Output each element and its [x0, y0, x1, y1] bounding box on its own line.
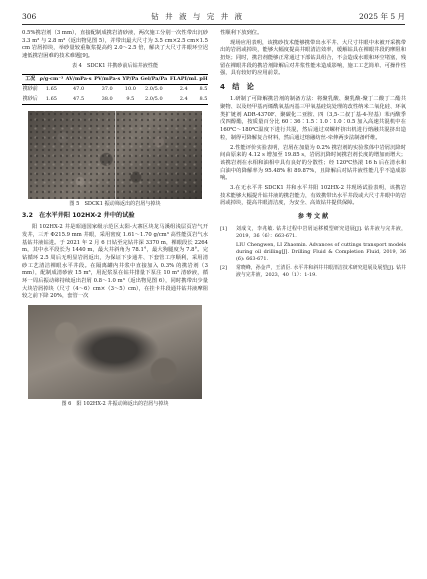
table-cell: 47.0	[73, 86, 85, 93]
table-cell: 2.0/5.0	[145, 86, 163, 93]
table-header-cell: Gel/Pa/Pa	[140, 76, 168, 83]
photo-panel-left	[28, 111, 116, 199]
reference-text: 常晓峰，孙金声，王清臣. 水平井和斜井井眼清洁技术研究进展及展望[J]. 钻井液与完井液，2023，40（1）：1-19.	[236, 265, 406, 279]
table-cell: 8.5	[199, 95, 208, 102]
reference-item	[220, 242, 406, 263]
table-header-cell: PV/mPa·s	[94, 76, 121, 83]
paragraph: 现场应用表明，该携砂技术能够携带出水平井、大尺寸井眼中未被开采携带出的岩屑或掉块，能够大幅度提高井眼清洁效率，缓解钻具在裸眼井段的摩阻和扭矩；同时，携岩剂能够正常通过下部钻具组合，不会造成水眼和环空堵塞，残留在裸眼井段的携岩剂降解后对井浆性能未造成影响，施工工艺简单、可操作性强，具有较好的应用前景。	[220, 39, 406, 77]
table-header-cell: ρ/g·cm⁻³	[39, 76, 64, 83]
issue-date: 2025 年 5 月	[358, 11, 405, 21]
table-row	[22, 95, 208, 105]
paragraph: 性顺利下放到位。	[220, 30, 263, 36]
conclusion-item: 2.性能评价实验表明，岩屑在加量为 0.2% 携岩剂的实验浆体中岩屑沉降时间由原来的 4.12 s 增加至 19.85 s，岩屑沉降时间携岩剂长度的增加而增大；该携岩剂在水相和油相中具有良好的分散性；经 120℃热滚 16 h 后在清水和白油中的降解率为 95.48% 和 89.87%，且降解后对钻井液性能几乎不造成影响。	[220, 144, 406, 182]
table-cell: 8.5	[199, 86, 208, 93]
table-caption: 表 4 SDCK1 井携砂前后钻井液性能	[71, 62, 159, 69]
table-header-cell: pH	[199, 76, 208, 83]
page-number: 306	[22, 11, 37, 21]
table-header-cell: 工况	[25, 76, 36, 83]
photo-panel-right	[115, 111, 202, 199]
table-header-cell: YP/Pa	[122, 76, 139, 83]
cuttings-photo-fig6	[28, 305, 202, 399]
reference-number: [1]	[220, 225, 227, 232]
paragraph: 阳 102HX-2 井是昭通国家级示范区太阳-大寨区块龙马溪组浅层页岩气开发井，三开 Φ215.9 mm 井眼，采用密度 1.61～1.70 g/cm³ 高性能页岩气水基钻井液钻进。于 2021 年 2 月 6 日钻至完钻井深 3370 m，裸眼段长 2264 m，其中水平段长为 1440 m，最大井斜角为 78.1°，最大狗腿度为 7.8°。完钻循环 2.5 周后无明显岩屑返出，为保证下步通井、下套管工序顺利，采用清砂工艺清洁裸眼水平井段。在隔离罐内井浆中直接加入 0.3% 的携岩剂（3 mm），配制成清砂液 15 m³，用泥浆泵在钻井排量下泵注 10 m³ 清砂液，循环一周后振动筛持续返出岩屑 0.8～1.0 m³（返出物见图 6），同时携带出少量大块岩屑掉块（尺寸（4～6）cm×（3～5）cm），在挂卡井段通井钻井液摩阻较之前下降 20%，套管一次	[22, 224, 208, 300]
table-cell: 2.4	[179, 95, 188, 102]
table-cell: 10.0	[124, 86, 136, 93]
reference-item	[220, 226, 406, 240]
paragraph: 0.5%携岩剂（3 mm），直接配制成携岩清砂液，两次施工分别一次性带出沉砂 3.3 m³ 与 2.8 m³（返出物见图 5），并带出最大尺寸为 3.5 cm×2.5 cm×1.5 cm 岩屑掉块，举砂量较重瓶浆提高约 2.0～2.5 倍，解决了大尺寸井眼环空迟速低携岩困难的技术难题[9]。	[22, 30, 208, 60]
right-column	[220, 30, 406, 281]
figure-caption: 图 6 阳 102HX-2 井振动筛返出的岩屑与掉块	[61, 400, 169, 407]
table-cell: 2.4	[179, 86, 188, 93]
page-header	[22, 8, 405, 25]
cuttings-photo-fig5	[28, 111, 202, 199]
reference-text: LIU Chengwen, LI Zhaomin. Advances of cuttings transport models during oil drilling[J]. Drilling Fluid & Completion Fluid, 2019, 36 (6): 663-671.	[236, 241, 406, 262]
conclusion-item: 1.研制了可降解携岩剂的制备方法：将聚乳酸、聚乳酸-聚丁二酸丁二酯共聚物、以及经甲基丙烯酰氧基丙基三甲氧基硅烷处理的改性纳米二氧化硅、环氧类扩链剂 ADR-4370F、聚碳化二亚胺、四（3,5-二叔丁基-4-羟基）苯丙酸季戊四醇酯，按质量百分比 60∶36∶1.5∶1.0∶1.0∶0.5 加入高速共混机中在 160℃～180℃温度下进行共混，然后通过双螺杆挤出机进行熔融共混挤出造粒，制得可降解复合材料，然后通过熔融纺丝-牵伸两步法制备纤维。	[220, 96, 406, 141]
fluid-properties-table	[22, 74, 208, 105]
reference-item	[220, 265, 406, 279]
table-cell: 9.5	[126, 95, 135, 102]
table-cell: 2.0/5.0	[145, 95, 163, 102]
table-cell: 1.65	[45, 95, 57, 102]
journal-title: 钻 井 液 与 完 井 液	[151, 11, 245, 21]
table-cell: 1.65	[45, 86, 57, 93]
table-cell: 携砂前	[22, 86, 38, 93]
section-heading: 3.2 在水平井阳 102HX-2 井中的试验	[22, 212, 135, 220]
table-cell: 37.0	[101, 86, 113, 93]
reference-number	[220, 242, 232, 263]
conclusion-item: 3.在无水平井 SDCK1 井和水平井阳 102HX-2 井现场试验表明，该携岩技术能够大幅提升钻井液的携岩能力，有效携带出水平井段或大尺寸井眼中的岩屑或掉块，提高井眼清洁度，为安全、高效钻井提供保障。	[220, 184, 406, 207]
reference-number: [2]	[220, 265, 227, 272]
section-heading: 4 结 论	[220, 82, 254, 92]
reference-text: 刘成文，李兆敏. 钻井过程中岩屑运移模型研究进展[J]. 钻井液与完井液，2019，36（6）：663-671.	[236, 225, 406, 239]
table-header-cell: FLAPI/mL	[169, 76, 198, 83]
left-column	[22, 30, 208, 412]
references-heading: 参 考 文 献	[297, 212, 329, 220]
table-header-row	[22, 75, 208, 85]
figure-caption: 图 5 SDCK1 振动筛返出的岩屑与掉块	[69, 200, 161, 207]
table-cell: 47.5	[73, 95, 85, 102]
table-cell: 携砂后	[22, 95, 38, 102]
table-cell: 38.0	[101, 95, 113, 102]
table-header-cell: AV/mPa·s	[65, 76, 92, 83]
table-row	[22, 85, 208, 95]
